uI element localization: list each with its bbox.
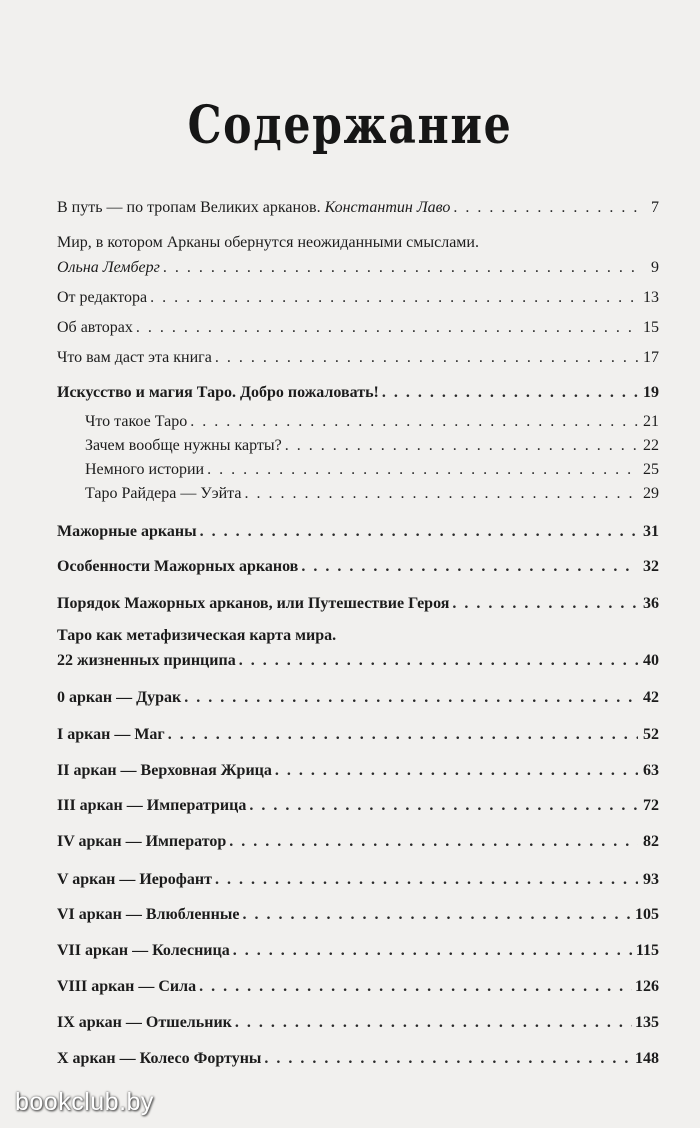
toc-entry-page: 17	[643, 349, 659, 366]
site-watermark: bookclub.by	[15, 1088, 154, 1116]
toc-entry-title: I аркан — Маг	[57, 726, 165, 743]
toc-subentry	[85, 436, 659, 456]
toc-leader-dots	[235, 1013, 632, 1033]
toc-entry-title: Немного истории	[85, 461, 205, 478]
toc-entry-title: VI аркан — Влюбленные	[57, 906, 240, 923]
toc-entry	[57, 348, 659, 368]
toc-entry	[57, 870, 659, 890]
toc-entry-title: Таро Райдера — Уэйта	[85, 485, 242, 502]
toc-entry	[57, 725, 659, 745]
toc-entry	[57, 796, 659, 816]
toc-entry-page: 105	[635, 906, 659, 923]
toc-entry-page: 63	[643, 762, 659, 779]
toc-entry-title: 0 аркан — Дурак	[57, 689, 182, 706]
toc-entry-title: III аркан — Императрица	[57, 797, 247, 814]
toc-entry-title: Искусство и магия Таро. Добро пожаловать!	[57, 384, 379, 401]
toc-leader-dots	[136, 318, 638, 338]
toc-leader-dots	[184, 688, 638, 708]
toc-entry	[57, 1049, 659, 1069]
toc-leader-dots	[215, 348, 638, 368]
toc-leader-dots	[215, 870, 638, 890]
toc-leader-dots	[207, 460, 638, 480]
toc-leader-dots	[229, 832, 638, 852]
toc-entry-title: II аркан — Верховная Жрица	[57, 762, 272, 779]
toc-entry-page: 126	[635, 978, 659, 995]
toc-entry	[57, 905, 659, 925]
toc-entry	[57, 522, 659, 542]
toc-entry-title: Особенности Мажорных арканов	[57, 558, 299, 575]
toc-entry-page: 42	[643, 689, 659, 706]
toc-entry-title-continued: 22 жизненных принципа	[57, 652, 236, 669]
toc-entry-page: 31	[643, 523, 659, 540]
toc-leader-dots	[163, 258, 638, 278]
toc-entry-page: 40	[643, 652, 659, 669]
toc-entry-page: 36	[643, 595, 659, 612]
toc-leader-dots	[239, 651, 638, 671]
toc-entry-title: Что такое Таро	[85, 413, 188, 430]
toc-entry-page: 135	[635, 1014, 659, 1031]
toc-entry-title: IV аркан — Император	[57, 833, 227, 850]
toc-entry	[57, 258, 659, 278]
toc-entry-page: 21	[643, 413, 659, 430]
toc-subentry	[85, 484, 659, 504]
toc-entry	[57, 594, 659, 614]
toc-leader-dots	[452, 594, 638, 614]
toc-entry	[57, 318, 659, 338]
toc-entry-title: Таро как метафизическая карта мира.	[57, 627, 337, 644]
toc-leader-dots	[168, 725, 638, 745]
toc-entry-author: Константин Лаво	[324, 199, 451, 216]
toc-entry-page: 22	[643, 437, 659, 454]
toc-leader-dots	[200, 522, 638, 542]
toc-leader-dots	[242, 905, 632, 925]
toc-entry	[57, 198, 659, 218]
toc-entry-page: 82	[643, 833, 659, 850]
toc-leader-dots	[150, 288, 638, 308]
toc-entry-title: В путь — по тропам Великих арканов.	[57, 199, 321, 216]
toc-entry	[57, 832, 659, 852]
toc-entry-title: Порядок Мажорных арканов, или Путешествие Героя	[57, 595, 450, 612]
toc-entry-page: 52	[643, 726, 659, 743]
toc-entry	[57, 288, 659, 308]
toc-entry	[57, 977, 659, 997]
toc-entry	[57, 651, 659, 671]
toc-entry	[57, 1013, 659, 1033]
toc-entry	[57, 941, 659, 961]
toc-entry-page: 13	[643, 289, 659, 306]
toc-entry	[57, 761, 659, 781]
toc-entry-page: 7	[651, 199, 659, 216]
toc-entry-page: 25	[643, 461, 659, 478]
toc-entry	[57, 688, 659, 708]
toc-leader-dots	[264, 1049, 632, 1069]
toc-entry	[57, 383, 659, 403]
toc-leader-dots	[453, 198, 638, 218]
toc-entry-page: 148	[635, 1050, 659, 1067]
toc-entry-page: 29	[643, 485, 659, 502]
toc-entry-title: Что вам даст эта книга	[57, 349, 212, 366]
toc-entry-title: Мажорные арканы	[57, 523, 197, 540]
toc-entry-page: 115	[635, 942, 659, 959]
toc-leader-dots	[190, 412, 638, 432]
toc-entry-page: 9	[651, 259, 659, 276]
toc-entry-title: V аркан — Иерофант	[57, 871, 212, 888]
toc-leader-dots	[199, 977, 632, 997]
toc-entry-title: X аркан — Колесо Фортуны	[57, 1050, 262, 1067]
toc-entry-page: 93	[643, 871, 659, 888]
toc-entry-title: IX аркан — Отшельник	[57, 1014, 232, 1031]
toc-entry-page: 19	[643, 384, 659, 401]
toc-entry-page: 72	[643, 797, 659, 814]
toc-entry	[57, 557, 659, 577]
toc-leader-dots	[382, 383, 638, 403]
toc-entry-title: Зачем вообще нужны карты?	[85, 437, 282, 454]
toc-entry-title: Мир, в котором Арканы обернутся неожиданными смыслами.	[57, 234, 479, 251]
toc-entry-page: 32	[643, 558, 659, 575]
toc-leader-dots	[285, 436, 638, 456]
toc-leader-dots	[249, 796, 638, 816]
toc-leader-dots	[233, 941, 633, 961]
toc-leader-dots	[275, 761, 638, 781]
toc-subentry	[85, 460, 659, 480]
toc-subentry	[85, 412, 659, 432]
toc-entry-title: От редактора	[57, 289, 148, 306]
toc-entry-title: Об авторах	[57, 319, 133, 336]
toc-leader-dots	[244, 484, 638, 504]
toc-leader-dots	[301, 557, 638, 577]
toc-entry-title: VIII аркан — Сила	[57, 978, 197, 995]
toc-entry-author: Ольна Лемберг	[57, 259, 160, 276]
toc-entry-page: 15	[643, 319, 659, 336]
toc-entry-title: VII аркан — Колесница	[57, 942, 230, 959]
page-title: Содержание	[187, 95, 513, 156]
